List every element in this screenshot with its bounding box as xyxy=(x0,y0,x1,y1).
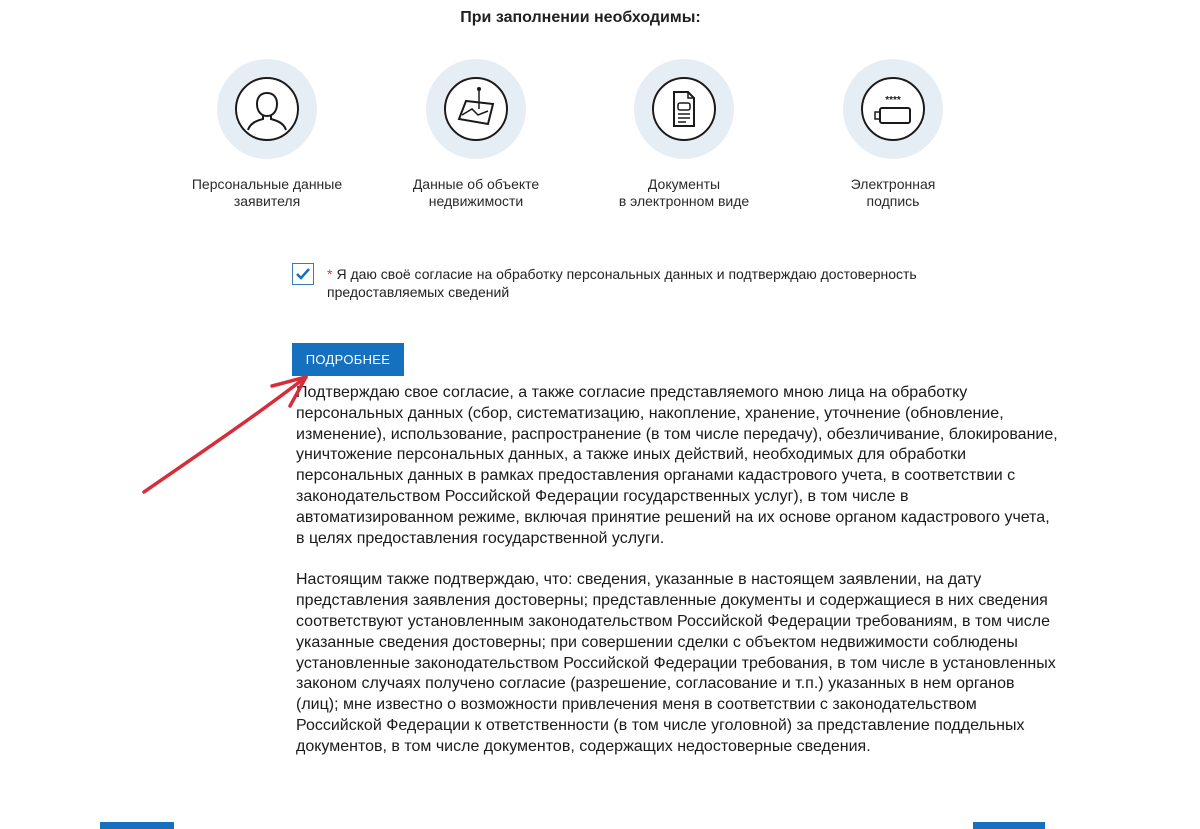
person-icon xyxy=(217,59,317,159)
person-icon-badge xyxy=(217,59,317,159)
details-paragraph-1: Подтверждаю свое согласие, а также согласие представляемого мною лица на обработку персональных данных (сбор, систематизацию, накопление, хранение, уточнение (обновление, изменение), использование, распространение (в том числе передачу), обезличивание, блокирование, уничтожение персональных данных, а также иных действий, необходимых для обработки персональных данных в рамках предоставления органами кадастрового учета, в соответствии с законодательством Российской Федерации государственных услуг), в том числе в автоматизированном режиме, включая принятие решений на их основе органом кадастрового учета, в целях предоставления государственной услуги. xyxy=(296,384,1058,547)
land-plot-icon-badge xyxy=(426,59,526,159)
requirement-property-data xyxy=(376,59,576,210)
consent-checkbox[interactable] xyxy=(292,263,314,285)
consent-details xyxy=(296,383,1061,779)
requirement-electronic-documents xyxy=(584,59,784,210)
consent-text: Я даю своё согласие на обработку персональных данных и подтверждаю достоверность предоставляемых сведений xyxy=(327,266,917,300)
required-mark: * xyxy=(327,266,333,282)
more-details-button[interactable]: ПОДРОБНЕЕ xyxy=(292,343,404,376)
requirement-label: Электронная подпись xyxy=(850,176,936,209)
checkmark-icon xyxy=(295,267,311,281)
details-paragraph-2: Настоящим также подтверждаю, что: сведения, указанные в настоящем заявлении, на дату представления заявления достоверны; представленные документы и содержащиеся в них сведения соответствуют установленным законодательством Российской Федерации требованиям, в том числе указанные сведения достоверны; при совершении сделки с объектом недвижимости соблюдены установленные законодательством Российской Федерации требования, в том числе в установленных законом случаях получено согласие (разрешение, согласование и т.п.) указанных в нем органов (лиц); мне известно о возможности привлечения меня в соответствии с законодательством Российской Федерации к ответственности (в том числе уголовной) за представление поддельных документов, в том числе документов, содержащих недостоверные сведения. xyxy=(296,571,1056,755)
document-icon xyxy=(634,59,734,159)
requirement-personal-data xyxy=(167,59,367,210)
requirement-label: Документы в электронном виде xyxy=(618,176,750,209)
usb-key-icon-badge xyxy=(843,59,943,159)
requirement-label: Персональные данные заявителя xyxy=(191,176,343,209)
consent-label[interactable] xyxy=(327,265,987,301)
document-icon-badge xyxy=(634,59,734,159)
requirement-label: Данные об объекте недвижимости xyxy=(412,176,540,209)
requirement-electronic-signature xyxy=(793,59,993,210)
page-title: При заполнении необходимы: xyxy=(460,9,701,26)
usb-key-icon xyxy=(843,59,943,159)
land-plot-icon xyxy=(426,59,526,159)
next-button[interactable] xyxy=(973,822,1045,829)
signature-asterisks: **** xyxy=(885,95,901,106)
back-button[interactable] xyxy=(100,822,174,829)
